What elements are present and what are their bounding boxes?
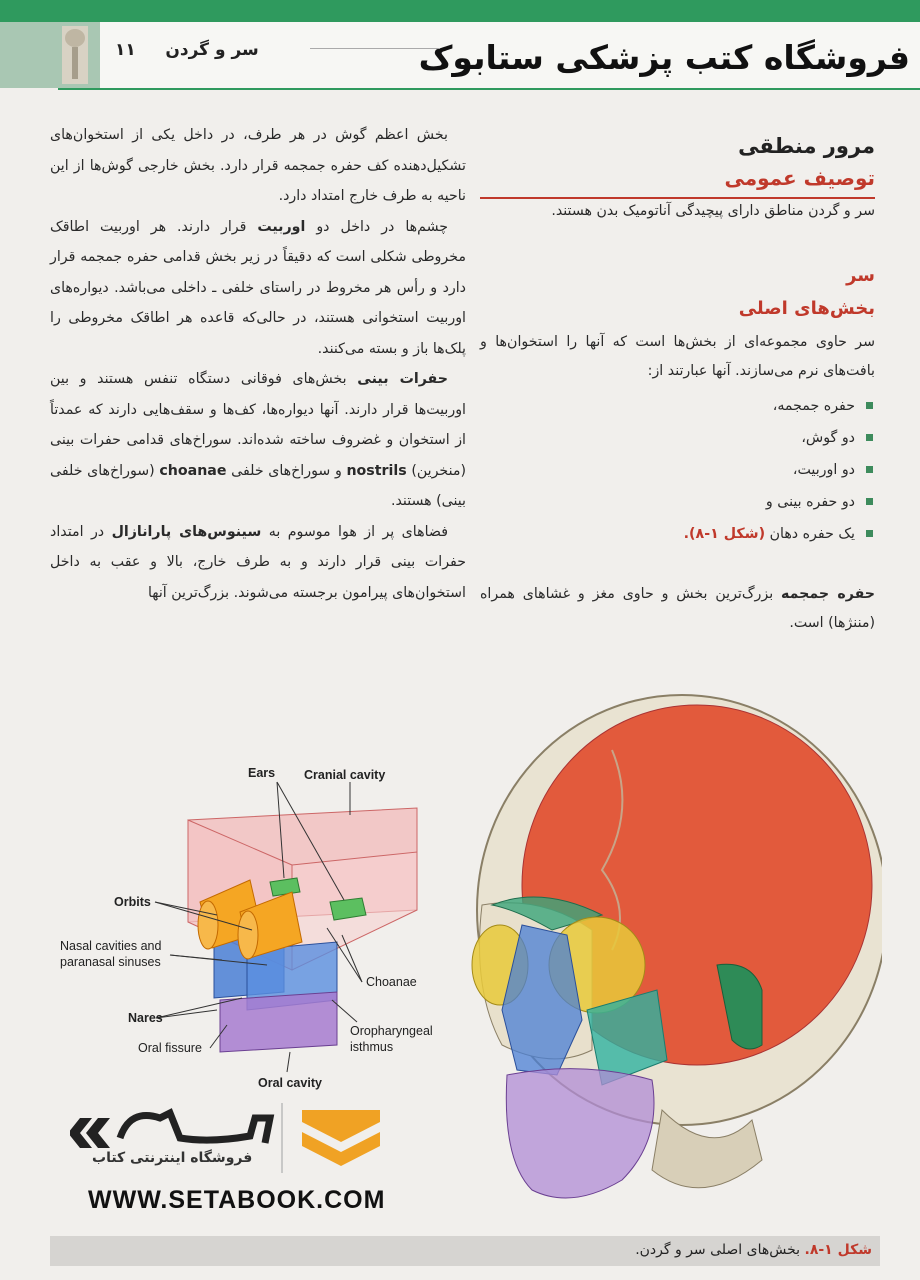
label-nasal-cavities-1: Nasal cavities and <box>60 939 162 953</box>
intro-paragraph: سر و گردن مناطق دارای پیچیدگی آناتومیک بدن هستند. <box>551 203 875 219</box>
oral-cavity <box>506 1069 654 1198</box>
label-nares: Nares <box>128 1011 163 1025</box>
label-oropharyngeal-2: isthmus <box>350 1040 394 1054</box>
cranial-paragraph <box>480 580 875 638</box>
term-choanae: choanae <box>159 462 227 479</box>
figure-caption <box>635 1242 872 1258</box>
left-column <box>50 120 466 608</box>
parts-list <box>480 390 873 550</box>
chapter-title <box>115 40 259 60</box>
logo-chevron-icon <box>302 1110 380 1166</box>
heading-general-description: توصیف عمومی <box>724 166 875 190</box>
text-run: فضاهای پر از هوا موسوم به <box>261 523 448 540</box>
text-run: قرار دارند. هر اوربیت اطاقک مخروطی شکلی است که دقیقاً در زیر بخش قدامی حفره جمجمه قرار دارد و رأس هر مخروط در راستای خلفی ـ داخلی می‌باشد. دیواره‌های اوربیت استخوانی هستند، در حالی‌که قاعده هر اطاقک مخروطی را پلک‌ها باز و بسته می‌کنند. <box>50 218 466 357</box>
header-top-bar <box>0 0 920 22</box>
logo-arrows-icon <box>70 1118 110 1148</box>
cranial-term: حفره جمجمه <box>781 586 876 602</box>
orbit-base-left <box>198 901 218 949</box>
logo-url[interactable]: WWW.SETABOOK.COM <box>88 1186 386 1214</box>
paragraph-sinuses <box>50 517 466 609</box>
figure-reference-link[interactable]: (شکل ۱-۸). <box>683 526 766 542</box>
caption-figure-number: شکل ۱-۸. <box>804 1242 872 1258</box>
list-item-text: یک حفره دهان <box>769 526 855 542</box>
list-item: دو اوربیت، <box>480 454 873 486</box>
cranial-text: بزرگ‌ترین بخش و حاوی مغز و غشاهای همراه (مننژها) است. <box>480 586 875 631</box>
section-heading-head: سر <box>846 265 875 286</box>
parts-paragraph: سر حاوی مجموعه‌ای از بخش‌ها است که آنها را استخوان‌ها و بافت‌های نرم می‌سازند. آنها عبارتند از: <box>480 334 875 379</box>
paragraph-orbits <box>50 212 466 365</box>
logo-wordmark-icon <box>120 1113 270 1143</box>
text-run: بخش‌های فوقانی دستگاه تنفس هستند و بین اوربیت‌ها قرار دارند. آنها دیواره‌ها، کف‌ها و سقف‌هایی دارند که عمدتاً از استخوان و غضروف ساخته شده‌اند. سوراخ‌های قدامی حفرات بینی (منخرین) <box>50 371 467 479</box>
term-orbit: اوربیت <box>257 218 306 235</box>
label-oral-fissure: Oral fissure <box>138 1041 202 1055</box>
label-cranial-cavity: Cranial cavity <box>304 768 386 782</box>
text-run: و سوراخ‌های خلفی <box>226 462 347 479</box>
header-thumbnail-image <box>0 22 100 88</box>
heading-divider <box>480 197 875 199</box>
page-number: ۱۱ <box>115 40 136 60</box>
list-item: دو گوش، <box>480 422 873 454</box>
store-title: فروشگاه کتب پزشکی ستابوک <box>418 38 910 77</box>
label-oral-cavity: Oral cavity <box>258 1076 322 1090</box>
label-choanae: Choanae <box>366 975 417 989</box>
header-skeleton-icon <box>0 22 100 88</box>
term-nostrils: nostrils <box>346 462 407 479</box>
oral-cavity-box <box>220 992 337 1052</box>
label-ears: Ears <box>248 766 276 780</box>
head-compartments-diagram <box>52 760 472 1090</box>
logo-subtitle: فروشگاه اینترنتی کتاب <box>92 1150 253 1166</box>
skull-illustration <box>462 690 882 1235</box>
section-subheading-parts: بخش‌های اصلی <box>738 298 875 319</box>
list-item: حفره جمجمه، <box>480 390 873 422</box>
term-paranasal-sinuses: سینوس‌های پارانازال <box>111 523 262 540</box>
orbit-base-right <box>238 911 258 959</box>
paragraph-nasal <box>50 364 466 517</box>
header-rule <box>310 48 440 49</box>
label-orbits: Orbits <box>114 895 151 909</box>
label-oropharyngeal-1: Oropharyngeal <box>350 1024 433 1038</box>
caption-text: بخش‌های اصلی سر و گردن. <box>635 1242 805 1258</box>
label-nasal-cavities-2: paranasal sinuses <box>60 955 161 969</box>
heading-logical-review: مرور منطقی <box>738 134 875 158</box>
list-item: دو حفره بینی و <box>480 486 873 518</box>
paragraph-ears: بخش اعظم گوش در هر طرف، در داخل یکی از استخوان‌های تشکیل‌دهنده کف حفره جمجمه قرار دارد. بخش خارجی گوش‌ها از این ناحیه به طرف خارج امتداد دارد. <box>50 127 466 204</box>
term-nasal-cavities: حفرات بینی <box>357 371 448 387</box>
text-run: چشم‌ها در داخل دو <box>305 218 448 235</box>
text-run: (سوراخ‌های خلفی بینی) هستند. <box>50 462 466 509</box>
text-run: در امتداد حفرات بینی قرار دارند و به طرف خارج، بالا و عقب به داخل استخوان‌های پیرامون برجسته می‌شوند. بزرگ‌ترین آنها <box>50 523 466 601</box>
chapter-name: سر و گردن <box>165 40 259 60</box>
list-item <box>480 518 873 550</box>
